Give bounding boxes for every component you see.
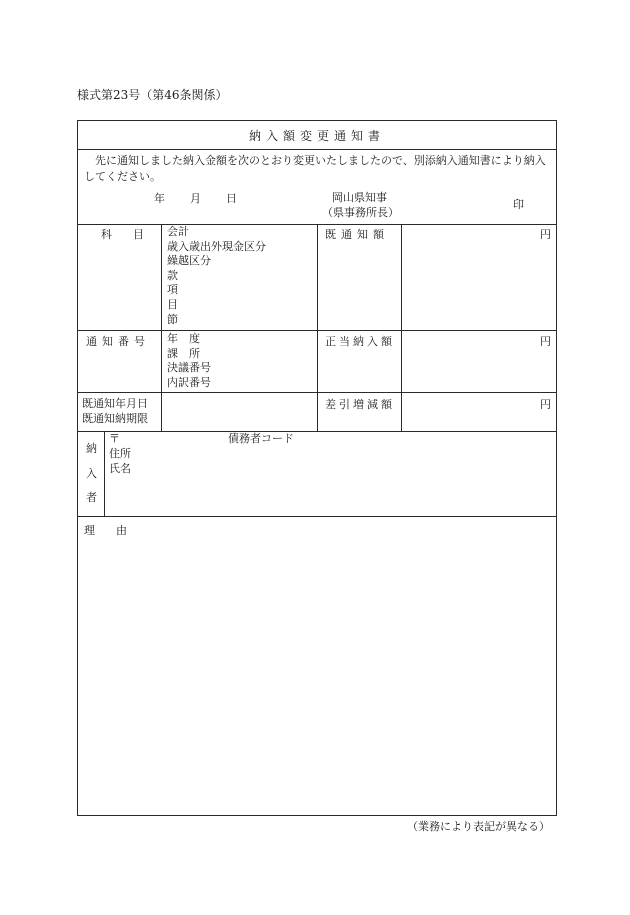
payer-label-char: 納 [86,442,97,455]
payer-label-char: 入 [86,467,97,480]
kitsuchi-date-label: 既通知年月日 [82,397,148,410]
postal-mark: 〒 [109,432,120,445]
col-divider-1 [161,224,162,431]
sashihiki-label: 差引増減額 [325,398,395,411]
title-divider [77,149,557,150]
col-divider-3 [401,224,402,431]
col-divider-2 [317,224,318,431]
tsuchi-bango-items [167,332,211,390]
kamoku-item: 節 [167,312,178,326]
issuer-line2: （県事務所長） [322,206,399,219]
kitsuchi-deadline-label: 既通知納期限 [82,412,148,425]
kitsuchi-gaku-label: 既通知額 [325,228,389,241]
kitsuchi-divider [77,431,557,432]
kamoku-label: 科 目 [101,228,149,241]
kamoku-item: 歳入歳出外現金区分 [167,239,266,253]
kamoku-item: 款 [167,268,178,282]
payer-label-char: 者 [86,491,97,504]
issuer-line1: 岡山県知事 [332,191,387,204]
kamoku-item: 目 [167,297,178,311]
form-number: 様式第23号（第46条関係） [77,88,228,102]
kamoku-item: 繰越区分 [167,254,211,268]
intro-text: 先に通知しました納入金額を次のとおり変更いたしましたので、別添納入通知書により納入してください。 [84,154,546,183]
seito-nonyu-gaku-unit: 円 [540,335,551,348]
address-label: 住所 [109,447,131,460]
date-day: 日 [226,192,237,205]
debtor-code-label: 債務者コード [228,432,294,445]
kitsuchi-gaku-unit: 円 [540,228,551,241]
date-month: 月 [190,192,201,205]
kamoku-items [167,225,266,327]
tsuchi-bango-item: 年 度 [167,332,200,345]
form-title: 納入額変更通知書 [248,129,385,143]
tsuchi-bango-label: 通知番号 [86,335,150,348]
name-label: 氏名 [109,462,131,475]
seito-nonyu-gaku-label: 正当納入額 [325,335,395,348]
reason-label: 理 由 [84,524,132,537]
kamoku-item: 会計 [167,225,189,238]
kamoku-item: 項 [167,283,178,297]
date-year: 年 [154,192,165,205]
tsuchi-bango-item: 内訳番号 [167,375,211,389]
payer-col-divider [104,431,105,516]
seal-mark: 印 [513,198,524,211]
footer-note: （業務により表記が異なる） [407,820,550,833]
tsuchi-bango-item: 課 所 [167,346,200,360]
sashihiki-unit: 円 [540,398,551,411]
payer-divider [77,516,557,517]
tsuchi-bango-item: 決議番号 [167,361,211,375]
